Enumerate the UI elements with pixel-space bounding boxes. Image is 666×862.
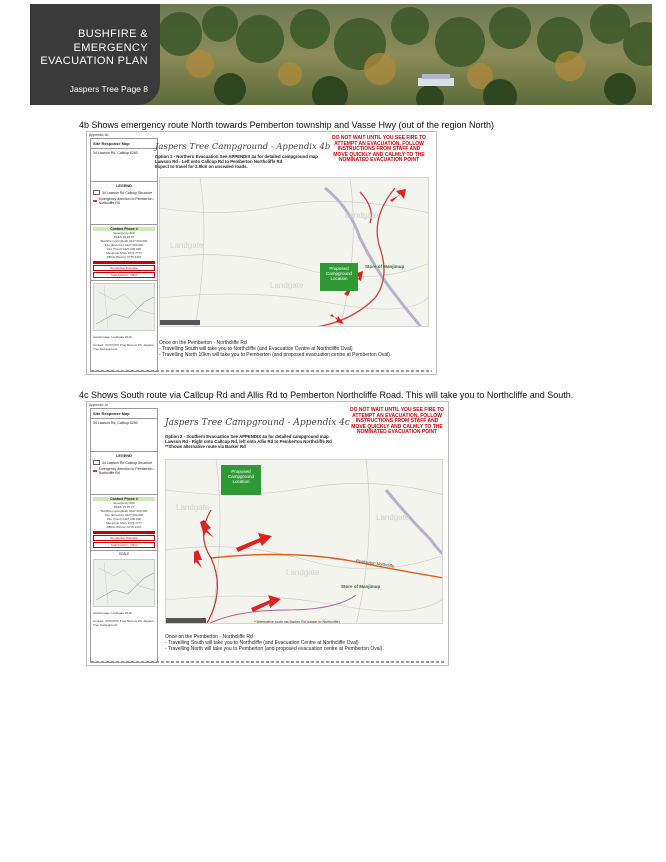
landgate-watermark: Landgate bbox=[376, 513, 410, 522]
plan-title-tab bbox=[30, 4, 160, 105]
route-map bbox=[159, 177, 429, 327]
alternative-route-note: **Shows alternative route via Barker Rd bbox=[165, 444, 246, 450]
legend-title: LEGEND bbox=[116, 454, 132, 458]
zone-bar bbox=[93, 261, 155, 264]
evacuation-warning: DO NOT WAIT UNTIL YOU SEE FIRE TO ATTEMPT AN EVACUATION. FOLLOW INSTRUCTIONS FROM STAFF AND MOVE QUICKLY AND CALMLY TO THE NOMINATED EVACUATION POINT bbox=[350, 407, 444, 436]
note-line: - Travelling South will take you to Northcliffe (and Evacuation Centre at Northcliffe Oval) bbox=[165, 640, 359, 647]
contact-row: DFES 13 33 37 bbox=[113, 505, 135, 509]
note-line: - Travelling North 10km will take you to Pemberton (and proposed evacuation centre at Pemberton Oval). bbox=[159, 352, 392, 359]
contact-row: DBCA (Perion) 9776 1207 bbox=[106, 255, 142, 259]
campground-label: Proposed Campground Location bbox=[320, 263, 358, 291]
legend bbox=[91, 452, 157, 495]
legend-title: LEGEND bbox=[116, 184, 132, 188]
zone-sub: Total Control - 10km bbox=[93, 542, 155, 548]
route-directions: Lawson Rd - Left onto Callcup Rd to Pemberton Northcliffe Rd bbox=[155, 159, 283, 165]
contact-row: Fire (Trent) 0427 000 000 bbox=[106, 247, 142, 251]
evacuation-option: Option 2 - Southern Evacuation See APPENDIX 4a for detailed campground map. bbox=[165, 434, 330, 439]
map-title: Jaspers Tree Campground - Appendix 4b bbox=[155, 142, 331, 152]
locality-thumbnail bbox=[93, 283, 155, 331]
contacts-table bbox=[91, 225, 157, 281]
site-response-title: Site Response Map bbox=[91, 139, 157, 149]
map-directions bbox=[165, 434, 343, 450]
legend-site: 34 Lawson Rd Callcup Structure bbox=[102, 190, 153, 195]
site-address: 34 Lawson Rd, Callcup 6260 bbox=[91, 149, 157, 182]
scale-bar bbox=[166, 618, 206, 623]
appendix-header: Appendix 4b bbox=[89, 133, 109, 137]
contact-row: Bushfire (springfield) 0427 000 000 bbox=[100, 239, 148, 243]
evacuation-warning: DO NOT WAIT UNTIL YOU SEE FIRE TO ATTEMPT AN EVACUATION. FOLLOW INSTRUCTIONS FROM STAFF AND MOVE QUICKLY AND CALMLY TO THE NOMINATED EVACUATION POINT bbox=[332, 135, 426, 164]
site-response-sidebar bbox=[90, 138, 158, 372]
campground-label: Proposed Campground Location bbox=[221, 465, 261, 495]
footer-disclaimer bbox=[91, 370, 432, 372]
scale-bar bbox=[160, 320, 200, 325]
road-label: Pemberton Northcliffe bbox=[355, 558, 395, 569]
map-title: Jaspers Tree Campground - Appendix 4c bbox=[165, 418, 350, 428]
landgate-watermark: Landgate bbox=[286, 568, 320, 577]
image-source: Aerial Image: Landgate 2019 bbox=[93, 335, 132, 339]
scale-label: SCALE bbox=[118, 552, 130, 556]
landgate-watermark: Landgate bbox=[345, 211, 379, 220]
header-banner bbox=[30, 4, 652, 105]
note-line: - Travelling South will take you to Northcliffe (and Evacuation Centre at Northcliffe Oval) bbox=[159, 346, 353, 353]
zone-label: Pemberton Townsite bbox=[93, 535, 155, 541]
appendix-header: Appendix 4c bbox=[89, 403, 109, 407]
zone-bar bbox=[93, 531, 155, 534]
route-directions: Lawson Rd - Right onto Callcup Rd, left onto Allis Rd to Pemberton Northcliffe Rd bbox=[165, 439, 332, 445]
contacts-header: Contact Phone # bbox=[93, 227, 155, 231]
contact-row: Manjimup Shire 9771 7777 bbox=[106, 251, 142, 255]
zone-label: Pemberton Townsite bbox=[93, 265, 155, 271]
landgate-watermark: Landgate bbox=[170, 241, 204, 250]
contact-row: Manjimup Shire 9771 7777 bbox=[106, 521, 142, 525]
route-map bbox=[165, 459, 443, 624]
contact-row: Fire (Emerton) 0427 000 000 bbox=[104, 243, 144, 247]
route-notes bbox=[159, 340, 429, 359]
contact-row: DBCA (Perion) 9776 1207 bbox=[106, 525, 142, 529]
structure-symbol bbox=[93, 190, 100, 195]
appendix-4b-map bbox=[86, 131, 437, 375]
note-line: Once on the Pemberton - Northcliffe Rd bbox=[159, 340, 247, 346]
legend bbox=[91, 182, 157, 225]
structure-symbol bbox=[93, 460, 100, 465]
travel-note: Expect to travel for 2.9km on unsealed roads. bbox=[155, 164, 248, 170]
contact-block: Contact: XXXXXXX Prue Bevens Ph: Jaspers Tree Campground bbox=[93, 619, 154, 627]
site-address: 34 Lawson Rd, Callcup 6260 bbox=[91, 419, 157, 452]
image-source: Aerial Image: Landgate 2019 bbox=[93, 611, 132, 615]
landgate-watermark: Landgate bbox=[270, 281, 304, 290]
contact-row: Bushfire (springfield) 0427 000 000 bbox=[100, 509, 148, 513]
contact-row: DFES 13 33 37 bbox=[113, 235, 135, 239]
alternative-route-label: **Alternative route via Barker Rd (closer to Northcliffe) bbox=[254, 620, 340, 624]
contact-block: Contact: XXXXXXX Prue Bevens Ph: Jaspers Tree Campground bbox=[93, 343, 154, 351]
contact-row: Emergency 000 bbox=[113, 231, 135, 235]
contact-row: Fire (Trent) 0427 000 000 bbox=[106, 517, 142, 521]
footer-disclaimer bbox=[91, 661, 444, 663]
site-response-title: Site Response Map bbox=[91, 409, 157, 419]
caption-route-south: 4c Shows South route via Callcup Rd and Allis Rd to Pemberton Northcliffe Road. This will take you to Northcliffe and South. bbox=[79, 390, 574, 400]
route-symbol bbox=[93, 200, 97, 202]
evacuation-option: Option 1 - Northern Evacuation See APPENDIX 4a for detailed campground map bbox=[155, 154, 318, 159]
store-label: Store of Manjimup bbox=[341, 584, 381, 589]
contacts-table bbox=[91, 495, 157, 551]
legend-route: Emergency direction to Pemberton - Northcliffe Rd bbox=[98, 197, 155, 205]
appendix-4c-map bbox=[86, 401, 449, 666]
store-label: Store of Manjimup bbox=[365, 264, 405, 269]
legend-route: Emergency direction to Pemberton - Northcliffe Rd bbox=[98, 467, 155, 475]
locality-thumbnail bbox=[93, 559, 155, 607]
map-directions bbox=[155, 154, 325, 170]
site-response-sidebar bbox=[90, 408, 158, 663]
contact-row: Fire (Emerton) 0427 000 000 bbox=[104, 513, 144, 517]
contact-row: Emergency 000 bbox=[113, 501, 135, 505]
landgate-watermark: Landgate bbox=[176, 503, 210, 512]
note-line: Once on the Pemberton - Northcliffe Rd bbox=[165, 634, 253, 640]
caption-route-north: 4b Shows emergency route North towards Pemberton township and Vasse Hwy (out of the region North) bbox=[79, 120, 495, 130]
legend-site: 34 Lawson Rd Callcup Structure bbox=[102, 460, 153, 465]
route-notes bbox=[165, 634, 445, 653]
contacts-header: Contact Phone # bbox=[93, 497, 155, 501]
page-label: Jaspers Tree Page 8 bbox=[69, 84, 148, 94]
plan-title: BUSHFIRE & EMERGENCY EVACUATION PLAN bbox=[40, 28, 148, 67]
zone-sub: Total Control - 10km bbox=[93, 272, 155, 278]
route-symbol bbox=[93, 470, 97, 472]
note-line: - Travelling North will take you to Pemberton (and proposed evacuation centre at Pemberton Oval). bbox=[165, 646, 384, 653]
